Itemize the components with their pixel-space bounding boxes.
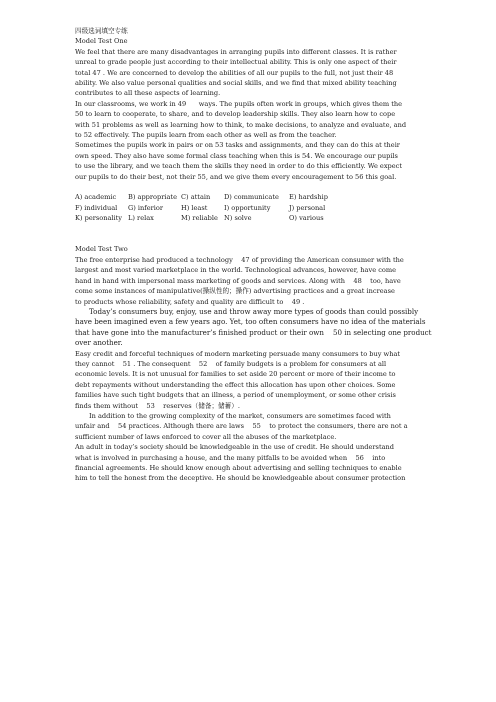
option-item: E) hardship: [289, 193, 328, 202]
text-line: to use the library, and we teach them the skills they need in order to do this efficiently. We expect: [75, 162, 403, 171]
text-line: that have gone into the manufacturer’s finished product or their own 50 in selecting one product: [75, 327, 432, 337]
text-line: Today’s consumers buy, enjoy, use and throw away more types of goods than could possibly: [89, 306, 419, 316]
test1-passage: [75, 47, 421, 182]
option-row: [75, 213, 421, 223]
test2-title: Model Test Two: [75, 245, 128, 254]
text-line: In our classrooms, we work in 49 ways. The pupils often work in groups, which gives them the: [75, 99, 403, 108]
test1-options: [75, 192, 421, 223]
text-line: to products whose reliability, safety and quality are difficult to 49 .: [75, 297, 305, 306]
text-line: over another.: [75, 338, 123, 348]
text-line: own speed. They also have some formal class teaching when this is 54. We encourage our pupils: [75, 151, 398, 160]
text-line: him to tell the honest from the deceptive. He should be knowledgeable about consumer protection: [75, 474, 406, 483]
document-page: [75, 26, 432, 484]
option-item: F) individual: [75, 203, 118, 212]
text-line: debt repayments without understanding the effect this allocation has upon other choices. Some: [75, 380, 396, 389]
doc-header: 四级选词填空专练: [75, 27, 128, 35]
text-line: with 51 problems as well as learning how to think, to make decisions, to analyze and evaluate, and: [75, 120, 407, 129]
text-line: The free enterprise had produced a technology 47 of providing the American consumer with the: [75, 255, 404, 264]
text-line: largest and most varied marketplace in the world. Technological advances, however, have come: [75, 266, 397, 275]
text-line: they cannot 51 . The consequent 52 of family budgets is a problem for consumers at all: [75, 359, 387, 368]
text-line: financial agreements. He should know enough about advertising and selling techniques to enable: [75, 464, 402, 473]
text-line: unfair and 54 practices. Although there are laws 55 to protect the consumers, there are not a: [75, 422, 408, 431]
text-line: An adult in today’s society should be knowledgeable in the use of credit. He should understand: [75, 443, 394, 452]
text-line: economic levels. It is not unusual for families to set aside 20 percent or more of their income to: [75, 370, 396, 379]
option-item: I) opportunity: [224, 203, 271, 212]
text-line: hand in hand with impersonal mass marketing of goods and services. Along with 48 too, have: [75, 276, 401, 285]
text-line: Easy credit and forceful techniques of modern marketing persuade many consumers to buy what: [75, 349, 401, 358]
option-item: B) appropriate: [128, 193, 177, 202]
text-line: our pupils to do their best, not their 55, and we give them every encouragement to 56 this goal.: [75, 172, 397, 181]
option-item: A) academic: [75, 193, 117, 202]
text-line: unreal to grade people just according to their intellectual ability. This is only one aspect of their: [75, 58, 397, 67]
text-line: have been imagined even a few years ago. Yet, too often consumers have no idea of the materials: [75, 317, 426, 327]
text-line: Sometimes the pupils work in pairs or on 53 tasks and assignments, and they can do this at their: [75, 141, 400, 150]
text-line: families have such tight budgets that an illness, a period of unemployment, or some other crisis: [75, 391, 396, 400]
text-line: ability. We also value personal qualities and social skills, and we find that mixed ability teaching: [75, 79, 397, 88]
option-item: L) relax: [128, 214, 154, 223]
text-line: what is involved in purchasing a house, and the many pitfalls to be avoided when 56 into: [75, 453, 386, 462]
option-item: D) communicate: [224, 193, 279, 202]
text-line: We feel that there are many disadvantages in arranging pupils into different classes. It is rather: [75, 47, 397, 56]
option-item: G) inferior: [128, 203, 164, 212]
option-item: H) least: [181, 203, 208, 212]
text-line: finds them without 53 reserves（储备；储蓄）.: [75, 401, 240, 410]
text-line: contributes to all these aspects of learning.: [75, 89, 221, 98]
option-row: [75, 192, 421, 202]
option-item: J) personal: [289, 203, 326, 212]
option-item: O) various: [289, 214, 324, 223]
option-item: K) personality: [75, 214, 122, 223]
text-line: to 52 effectively. The pupils learn from each other as well as from the teacher.: [75, 131, 337, 140]
text-line: come some instances of manipulative(操纵性的；操作) advertising practices and a great increase: [75, 287, 395, 296]
test1-title: Model Test One: [75, 37, 128, 46]
option-row: [75, 203, 421, 213]
text-line: 50 to learn to cooperate, to share, and to develop leadership skills. They also learn how to cope: [75, 110, 396, 119]
option-item: N) solve: [224, 214, 252, 223]
test2-passage: [75, 255, 432, 484]
option-item: M) reliable: [181, 214, 218, 223]
option-item: C) attain: [181, 193, 211, 202]
text-line: sufficient number of laws enforced to cover all the abuses of the marketplace.: [75, 432, 337, 441]
text-line: total 47 . We are concerned to develop the abilities of all our pupils to the full, not just their 48: [75, 68, 394, 77]
text-line: In addition to the growing complexity of the market, consumers are sometimes faced with: [89, 411, 391, 420]
